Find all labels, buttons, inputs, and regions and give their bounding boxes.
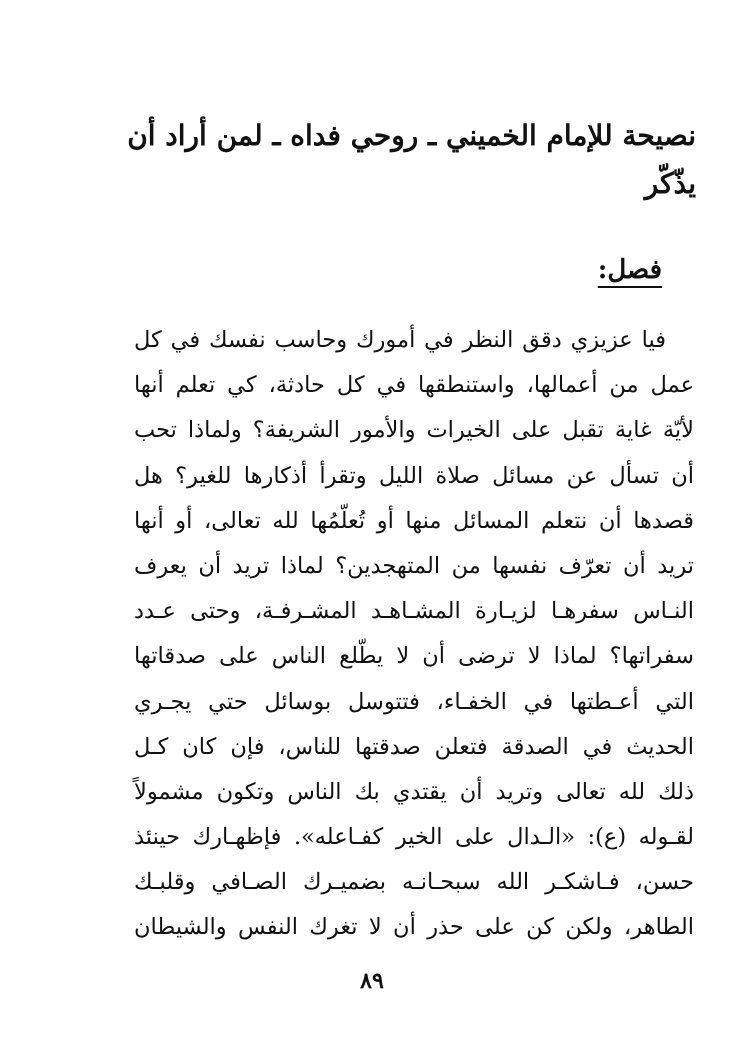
body-line: الطاهر، ولكن كن على حذر أن لا تغرك النفس والشيطان — [134, 914, 694, 941]
body-line: سفراتها؟ لماذا لا ترضى أن لا يطّلع الناس على صدقاتها — [134, 643, 694, 670]
page-number: ٨٩ — [360, 968, 384, 994]
body-line: أن تسأل عن مسائل صلاة الليل وتقرأ أذكارها للغير؟ هل — [134, 462, 694, 489]
chapter-title — [127, 112, 696, 208]
chapter-title-line-1: نصيحة للإمام الخميني ـ روحي فداه ـ لمن أراد أن — [127, 119, 696, 152]
body-line: حسن، فـاشكـر الله سبحـانـه بضميـرك الصـافي وقلبـك — [134, 869, 694, 896]
chapter-title-line-2: يذّكّر — [644, 167, 696, 200]
body-line: قصدها أن نتعلم المسائل منها أو تُعلّمُها لله تعالى، أو أنها — [134, 507, 694, 534]
body-line: لأيّة غاية تقبل على الخيرات والأمور الشريفة؟ ولماذا تحب — [134, 417, 694, 444]
body-line: لقـوله (ع): «الـدال على الخير كفـاعله». فإظهـارك حينئذ — [134, 824, 694, 851]
body-line: النـاس سفرهـا لزيـارة المشـاهـد المشـرفـة، وحتى عـدد — [134, 598, 694, 625]
body-line: التي أعـطتها في الخفـاء، فتتوسل بوسائل حتي يجـري — [134, 688, 694, 715]
body-line: ذلك لله تعالى وتريد أن يقتدي بك الناس وتكون مشمولاً — [134, 778, 694, 805]
body-paragraph — [134, 318, 694, 951]
body-line: تريد أن تعرّف نفسها من المتهجدين؟ لماذا تريد أن يعرف — [134, 552, 694, 579]
body-line: فيا عزيزي دقق النظر في أمورك وحاسب نفسك في كل — [134, 327, 666, 353]
body-line: الحديث في الصدقة فتعلن صدقتها للناس، فإن كان كـل — [134, 733, 694, 760]
section-heading: فصل: — [597, 255, 662, 285]
body-line: عمل من أعمالها، واستنطقها في كل حادثة، كي تعلم أنها — [134, 372, 694, 399]
